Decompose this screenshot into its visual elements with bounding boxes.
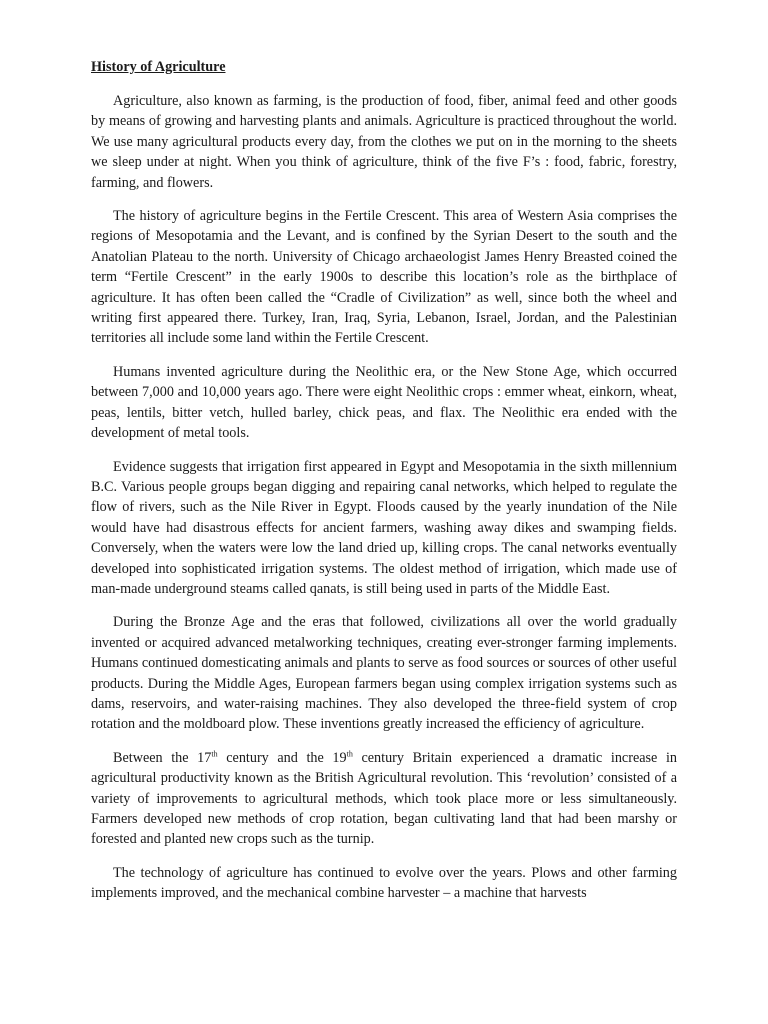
paragraph-6-part-1: Between the 17 — [113, 749, 212, 766]
paragraph-3: Humans invented agriculture during the Neolithic era, or the New Stone Age, which occurred between 7,000 and 10,000 years ago. There were eight Neolithic crops : emmer wheat, einkorn, wheat, peas, lentils, bitter vetch, hulled barley, chick peas, and flax. The Neolithic era ended with the development of metal tools. — [91, 363, 677, 442]
paragraph-6-part-3: century Britain experienced a dramatic increase in agricultural productivity known as the British Agricultural revolution. This ‘revolution’ consisted of a variety of improvements to agricultural methods, which took place more or less simultaneously. Farmers developed new methods of crop rotation, began cultivating land that had been marshy or forested and planted new crops such as the turnip. — [91, 749, 677, 848]
superscript-th-1: th — [211, 749, 218, 759]
paragraph-6 — [91, 748, 677, 850]
paragraph-6-part-2: century and the 19 — [217, 749, 347, 766]
paragraph-7: The technology of agriculture has continued to evolve over the years. Plows and other farming implements improved, and the mechanical combine harvester – a machine that harvests — [91, 864, 677, 902]
document-title: History of Agriculture — [91, 59, 226, 75]
superscript-th-2: th — [346, 749, 353, 759]
paragraph-2: The history of agriculture begins in the Fertile Crescent. This area of Western Asia comprises the regions of Mesopotamia and the Levant, and is confined by the Syrian Desert to the south and the Anatolian Plateau to the north. University of Chicago archaeologist James Henry Breasted coined the term “Fertile Crescent” in the early 1900s to describe this location’s role as the birthplace of agriculture. It has often been called the “Cradle of Civilization” as well, since both the wheel and writing first appeared there. Turkey, Iran, Iraq, Syria, Lebanon, Israel, Jordan, and the Palestinian territories all include some land within the Fertile Crescent. — [91, 208, 677, 347]
paragraph-1: Agriculture, also known as farming, is the production of food, fiber, animal feed and other goods by means of growing and harvesting plants and animals. Agriculture is practiced throughout the world. We use many agricultural products every day, from the clothes we put on in the morning to the sheets we sleep under at night. When you think of agriculture, think of the five F’s : food, fabric, forestry, farming, and flowers. — [91, 93, 677, 191]
document-page — [91, 56, 677, 917]
paragraph-4: Evidence suggests that irrigation first appeared in Egypt and Mesopotamia in the sixth millennium B.C. Various people groups began digging and repairing canal networks, which helped to regulate the flow of rivers, such as the Nile River in Egypt. Floods caused by the yearly inundation of the Nile would have had disastrous effects for ancient farmers, washing away dikes and swamping fields. Conversely, when the waters were low the land dried up, killing crops. The canal networks eventually developed into sophisticated irrigation systems. The oldest method of irrigation, which made use of man-made underground steams called qanats, is still being used in parts of the Middle East. — [91, 458, 677, 597]
paragraph-5: During the Bronze Age and the eras that followed, civilizations all over the world gradually invented or acquired advanced metalworking techniques, creating ever-stronger farming implements. Humans continued domesticating animals and plants to serve as food sources or sources of other useful products. During the Middle Ages, European farmers began using complex irrigation systems such as dams, reservoirs, and water-raising machines. They also developed the three-field system of crop rotation and the moldboard plow. These inventions greatly increased the efficiency of agriculture. — [91, 614, 677, 733]
